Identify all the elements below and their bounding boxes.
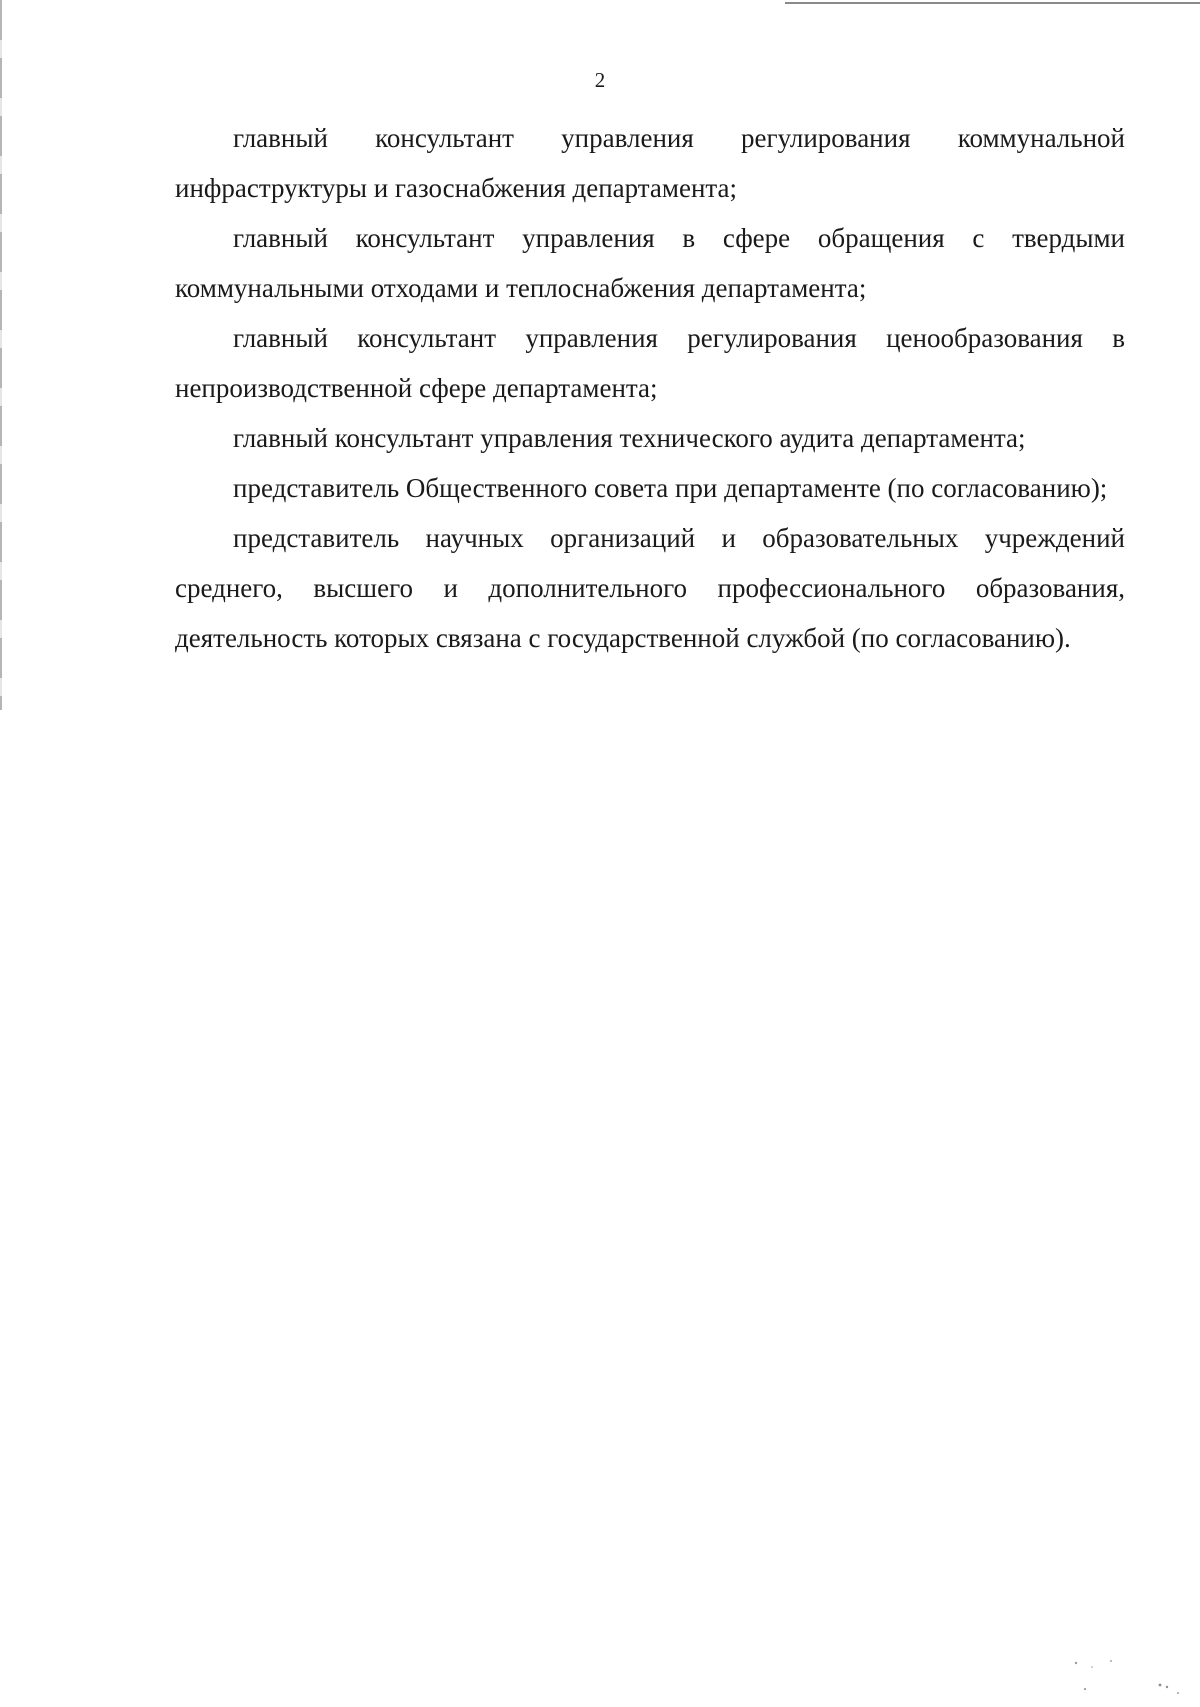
scan-artifact-top-line	[785, 2, 1200, 4]
paragraph-public-council: представитель Общественного совета при департаменте (по согласованию);	[233, 473, 1108, 503]
paragraph-solid-waste: главный консультант управления в сфере обращения с твердыми коммунальными отходами и теплоснабжения департамента;	[175, 223, 1125, 303]
paragraph-technical-audit: главный консультант управления технического аудита департамента;	[233, 423, 1026, 453]
page-number: 2	[594, 68, 606, 92]
scan-artifact-left-edge	[0, 0, 2, 710]
paragraph-scientific-organizations: представитель научных организаций и образовательных учреждений среднего, высшего и дополнительного профессионального образования, деятельность которых связана с государственной службой (по согласованию).	[175, 523, 1125, 653]
paragraph-pricing: главный консультант управления регулирования ценообразования в непроизводственной сфере департамента;	[175, 323, 1125, 403]
paragraph-communal-infrastructure: главный консультант управления регулирования коммунальной инфраструктуры и газоснабжения департамента;	[175, 123, 1125, 203]
document-body	[175, 113, 1125, 663]
scan-artifact-specks	[1070, 1655, 1190, 1700]
